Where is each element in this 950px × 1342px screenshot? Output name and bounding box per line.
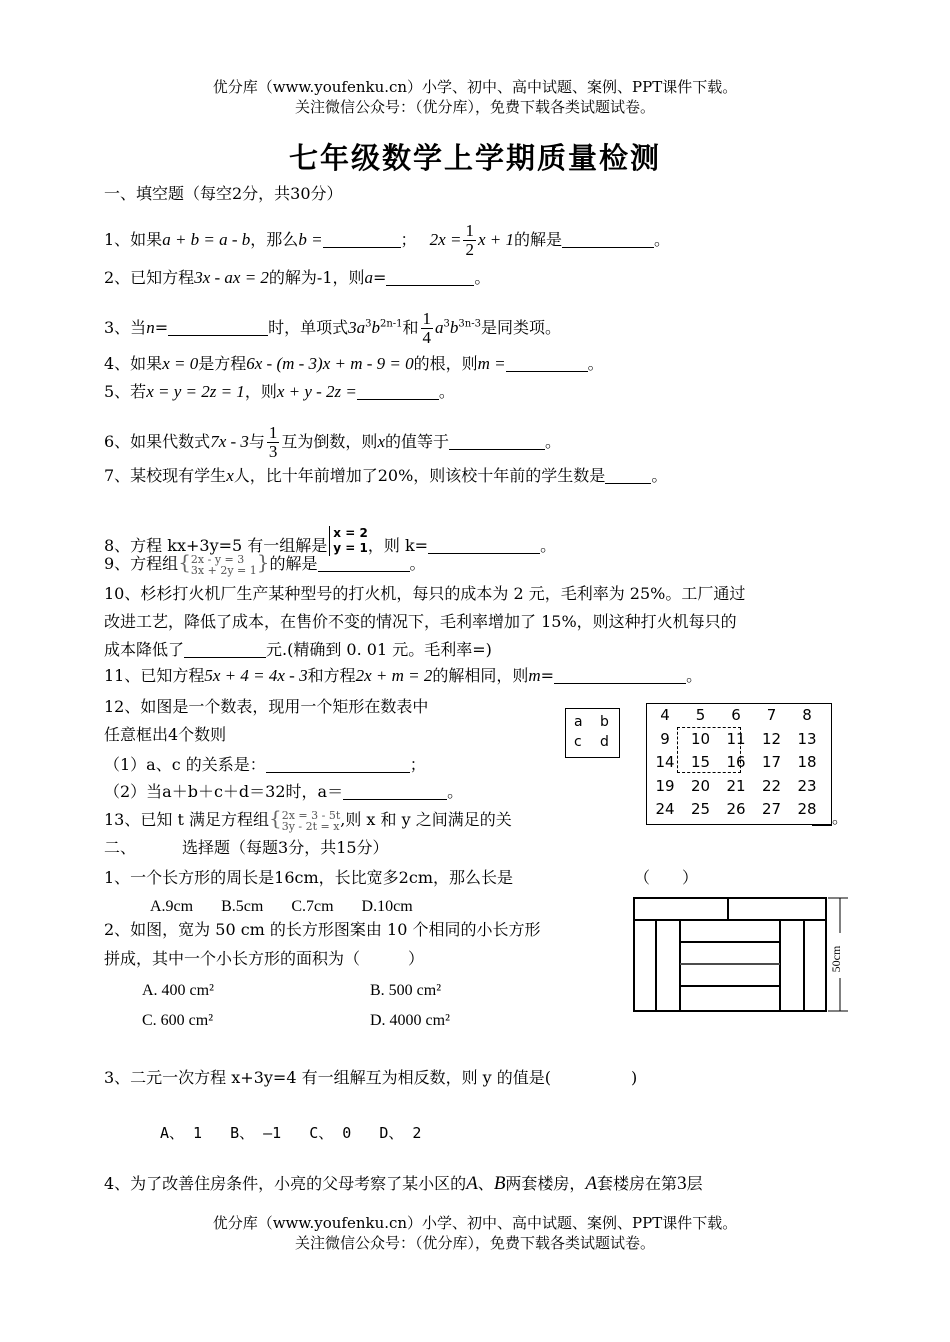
question-10-line-1: 10、杉杉打火机厂生产某种型号的打火机，每只的成本为 2 元，毛利率为 25%。工厂通过 [104,584,746,603]
solution-system: x = 2 y = 1 [329,526,368,556]
question-7: 7、某校现有学生x人，比十年前增加了20%，则该校十年前的学生数是 。 [104,466,668,485]
choice-4: 4、为了改善住房条件，小亮的父母考察了某小区的A、B两套楼房，A套楼房在第3层 [104,1173,703,1194]
table-cell: 12 [761,729,782,748]
question-6: 6、如果代数式7x - 3与 $\frac{1}{3}$ 互为倒数，则x的值等于 。 [104,423,562,461]
rectangle-pattern-figure [630,893,850,1019]
table-cell: 8 [802,706,812,724]
table-cell: 17 [761,753,782,771]
dashed-selection [677,727,741,773]
question-12-line-2: 任意框出4个数则 [104,725,227,744]
table-cell: 28 [797,800,817,818]
table-cell: 13 [797,729,817,748]
header-line-2: 关注微信公众号：（优分库），免费下载各类试题试卷。 [294,98,655,116]
choice-2-line-1: 2、如图，宽为 50 cm 的长方形图案由 10 个相同的小长方形 [104,920,541,939]
equation-system: 2x - y = 3 3x + 2y = 1 [190,552,257,577]
table-cell: 19 [655,776,675,795]
table-cell: 14 [655,753,675,771]
question-10-line-2: 改进工艺，降低了成本，在售价不变的情况下，毛利率增加了 15%，则这种打火机每只的 [104,612,737,631]
question-10-line-3: 成本降低了 元.(精确到 0. 01 元。毛利率=) [104,640,492,659]
table-cell: 25 [690,800,711,818]
equation-system-13: 2x = 3 - 5t 3y - 2t = x [281,808,341,833]
table-cell: 4 [660,706,670,724]
section-1-heading: 一、填空题（每空2分，共30分） [104,184,343,203]
table-cell: 27 [761,800,782,818]
fig-width-label: 50cm [829,945,843,973]
question-12-sub-1: （1）a、c 的关系是： ； [104,755,426,774]
question-3: 3、当n= 时，单项式$3a^3b^{2n-1}$和 $\frac{1}{4}$ $a^3b^{3n-3}$是同类项。 [104,309,561,347]
question-5: 5、若x = y = 2z = 1，则x + y - 2z = 。 [104,382,455,401]
section-2-heading: 二、 选择题（每题3分，共15分） [104,838,389,857]
table-cell: 9 [660,729,670,748]
footer-line-2: 关注微信公众号：（优分库），免费下载各类试题试卷。 [294,1234,655,1252]
table-cell: 26 [726,800,746,818]
table-cell: 6 [731,706,741,724]
question-4: 4、如果x = 0是方程6x - (m - 3)x + m - 9 = 0的根，则m = 。 [104,354,604,373]
table-cell: 16 [726,753,746,771]
choice-3-options: A、 1 B、 –1 C、 0 D、 2 [160,1124,422,1142]
table-cell: 21 [726,776,746,795]
table-cell: 18 [797,753,817,771]
question-13: 13、已知 t 满足方程组{2x = 3 - 5t 3y - 2t = x,则 x 和 y 之间满足的关 [104,806,512,833]
table-cell: 23 [797,776,817,795]
table-cell: 5 [695,706,706,724]
choice-2-option-c: C. 600 cm² [142,1012,214,1029]
choice-3: 3、二元一次方程 x+3y=4 有一组解互为相反数，则 y 的值是( ) [104,1068,638,1087]
table-cell: 15 [690,753,711,771]
choice-1-paren: （ ） [634,868,699,887]
abcd-box: a b c d [565,708,620,758]
fraction-half: $\frac{1}{2}$ [465,221,474,259]
table-cell: 22 [761,776,782,795]
page-title: 七年级数学上学期质量检测 [288,141,661,175]
question-12-line-1: 12、如图是一个数表，现用一个矩形在数表中 [104,697,429,716]
footer-line-1: 优分库（www.youfenku.cn）小学、初中、高中试题、案例、PPT课件下载。 [212,1214,738,1232]
choice-1-options: A.9cm B.5cm C.7cm D.10cm [150,898,413,915]
choice-2-option-d: D. 4000 cm² [370,1012,450,1029]
choice-1: 1、一个长方形的周长是16cm，长比宽多2cm，那么长是 [104,868,513,887]
question-12-sub-2: （2）当a＋b＋c＋d＝32时，a＝ 。 [104,782,464,801]
choice-2-option-a: A. 400 cm² [142,982,214,999]
question-2: 2、已知方程3x - ax = 2的解为-1，则a= 。 [104,268,491,287]
question-8: 8、方程 kx+3y=5 有一组解是x = 2 y = 1，则 k= 。 [104,526,557,555]
table-cell: 24 [655,800,675,818]
question-9: 9、方程组{2x - y = 3 3x + 2y = 1}的解是 。 [104,550,426,577]
table-cell: 10 [690,729,711,748]
table-cell: 11 [726,729,746,748]
question-13-end: 。 [812,808,848,828]
question-11: 11、已知方程5x + 4 = 4x - 3和方程2x + m = 2的解相同，则m= 。 [104,666,703,685]
choice-2-line-2: 拼成，其中一个小长方形的面积为（ ） [104,949,425,968]
question-1: 1、如果a + b = a - b，那么b = ； 2x = $\frac{1}{2}$ x + 1的解是 。 [104,221,670,259]
table-cell: 20 [690,776,711,795]
header-line-1: 优分库（www.youfenku.cn）小学、初中、高中试题、案例、PPT课件下载。 [212,78,738,96]
table-cell: 7 [766,706,777,724]
choice-2-option-b: B. 500 cm² [370,982,442,999]
